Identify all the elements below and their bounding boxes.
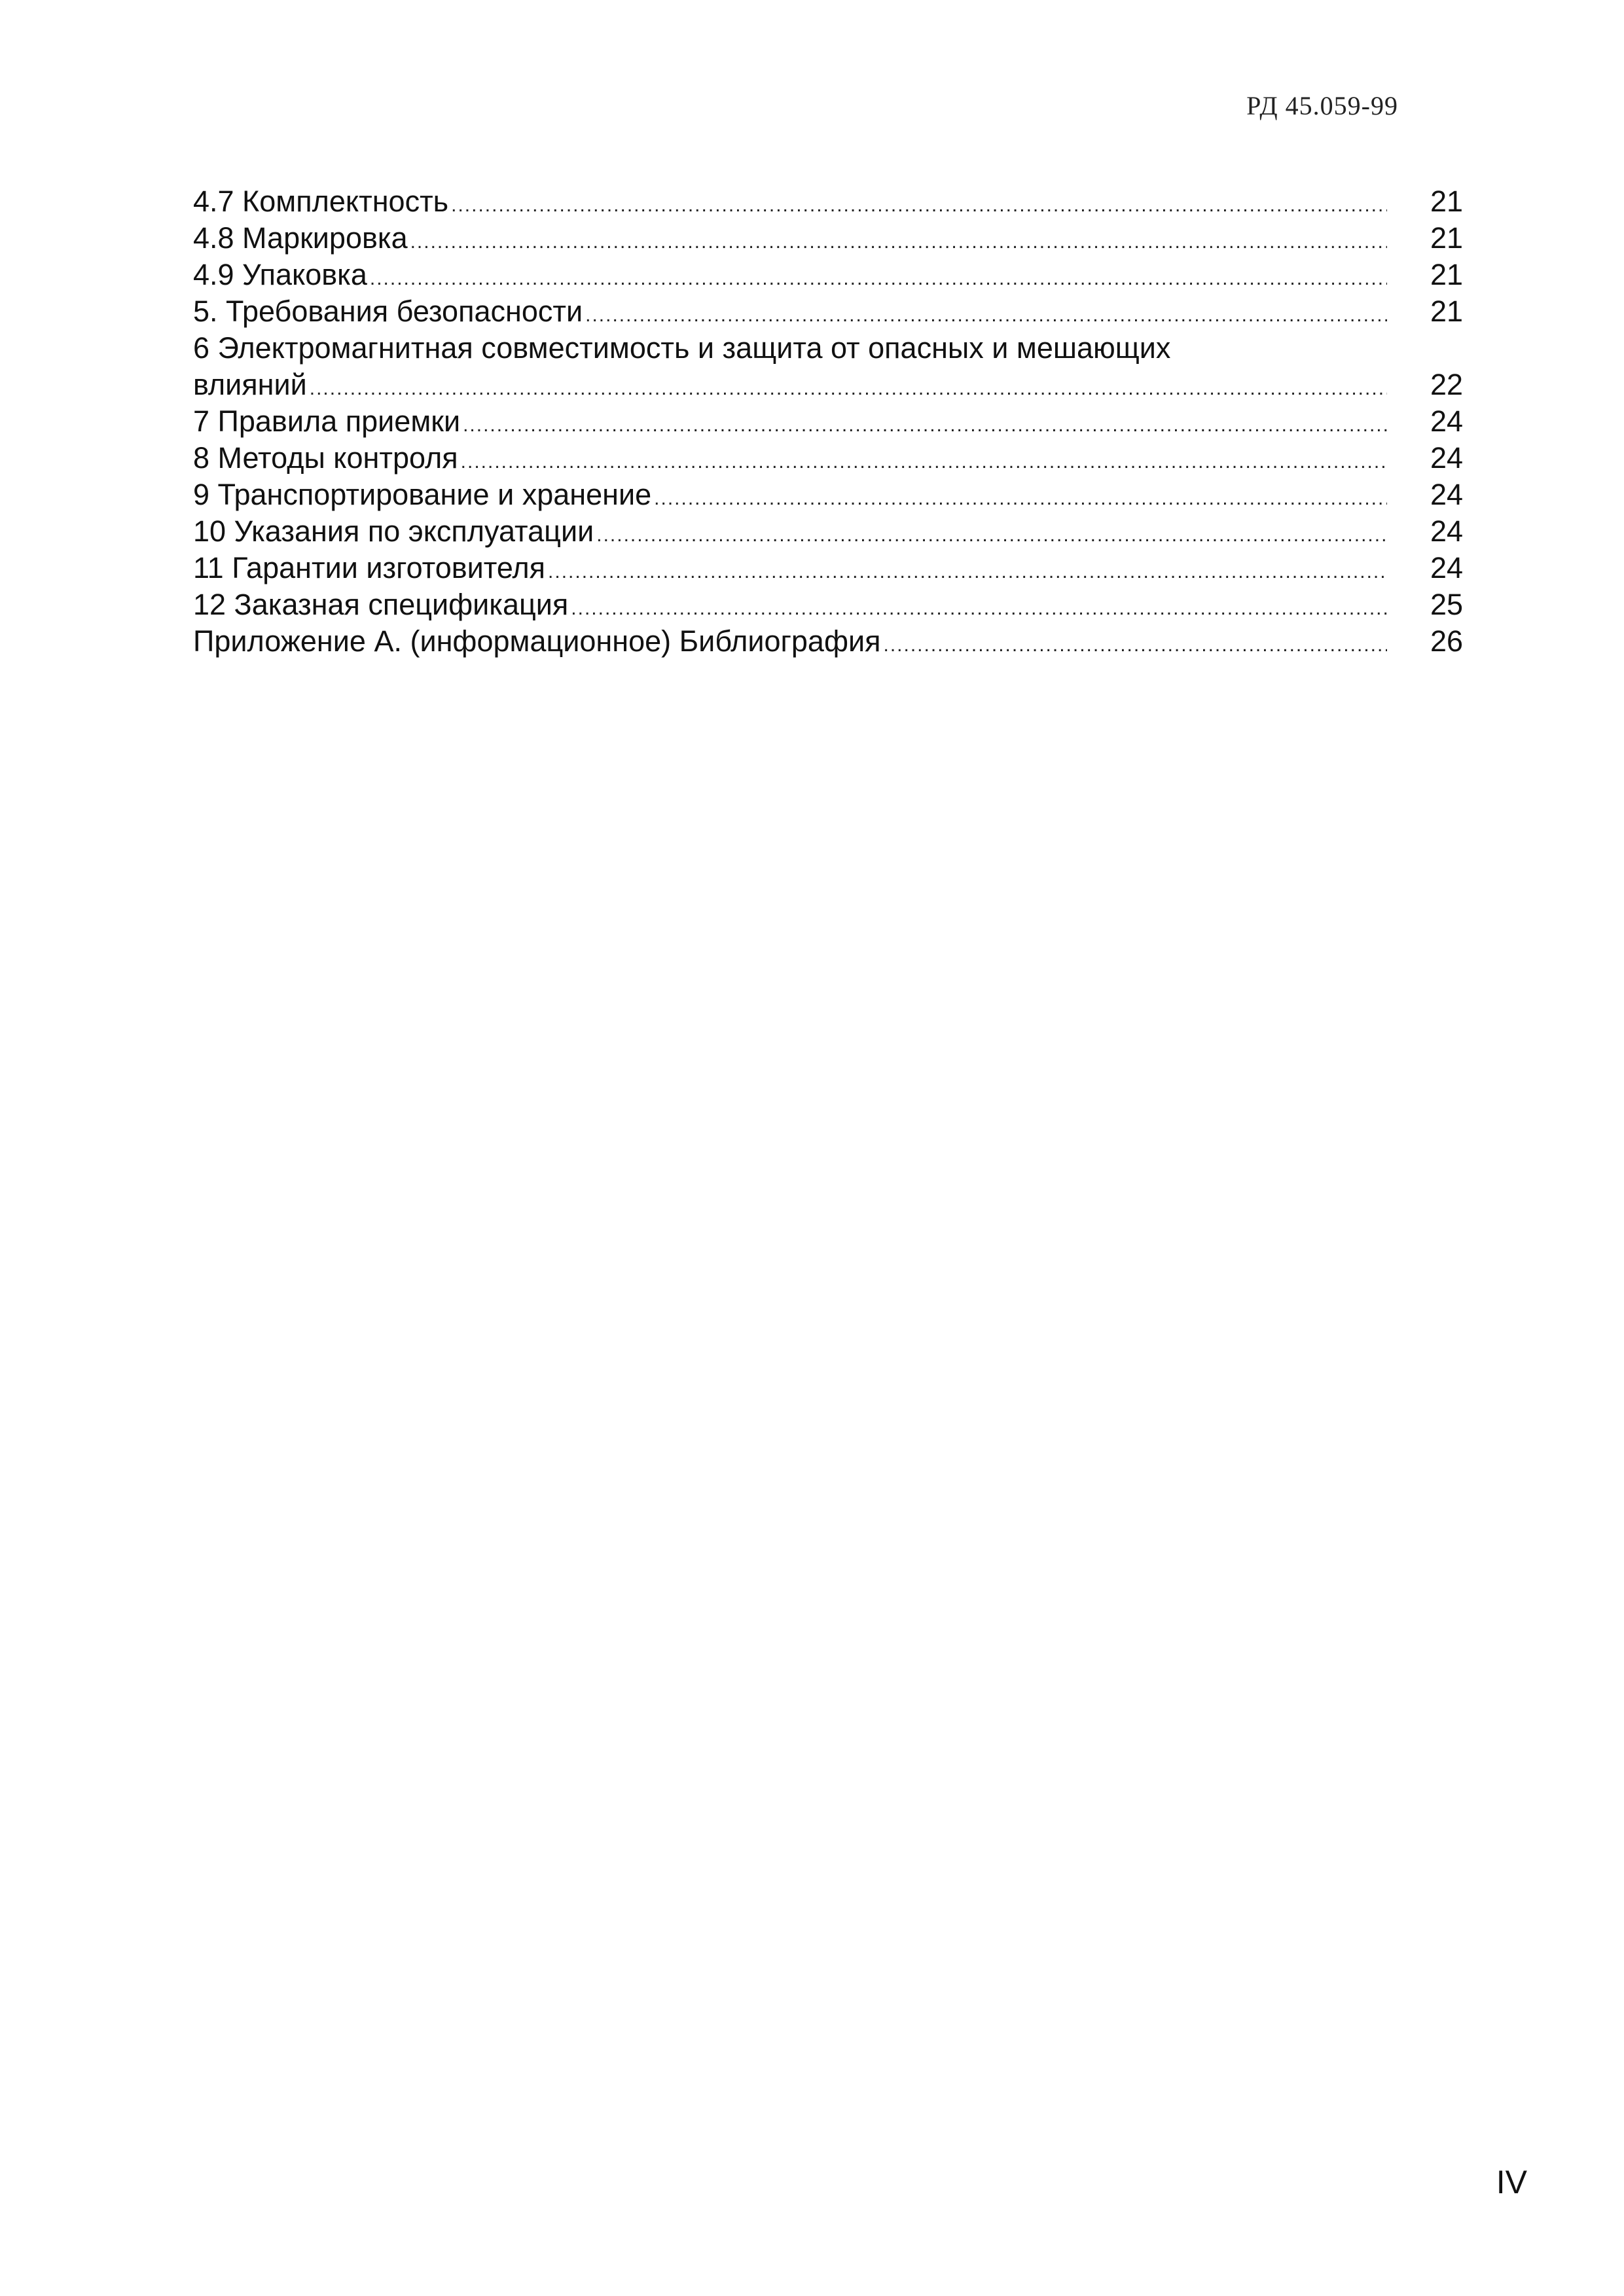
toc-entry-page: 24 [1430, 441, 1463, 475]
toc-entry-label: 4.7 Комплектность [193, 185, 449, 218]
toc-entry-page: 21 [1430, 221, 1463, 255]
toc-entry-page: 24 [1430, 551, 1463, 584]
toc-entry-page: 24 [1430, 404, 1463, 438]
toc-entry[interactable] [193, 586, 1463, 623]
toc-entry-label: 7 Правила приемки [193, 404, 461, 438]
toc-entry[interactable] [193, 257, 1463, 293]
table-of-contents [193, 183, 1463, 660]
toc-entry-label: 4.8 Маркировка [193, 221, 408, 255]
toc-entry-page: 25 [1430, 588, 1463, 621]
toc-leader-dots [463, 407, 1387, 444]
toc-entry-label: влияний [193, 368, 307, 401]
toc-entry-page: 21 [1430, 185, 1463, 218]
toc-entry[interactable] [193, 183, 1463, 220]
toc-leader-dots [596, 517, 1387, 554]
toc-entry-page: 24 [1430, 514, 1463, 548]
toc-leader-dots [654, 480, 1387, 517]
toc-entry-label: 8 Методы контроля [193, 441, 458, 475]
document-code: РД 45.059-99 [1246, 91, 1398, 120]
toc-leader-dots [310, 370, 1387, 407]
toc-entry-label: 4.9 Упаковка [193, 258, 367, 291]
toc-entry[interactable] [193, 440, 1463, 476]
toc-entry-label: 5. Требования безопасности [193, 295, 583, 328]
toc-leader-dots [451, 187, 1387, 224]
toc-entry-label: 10 Указания по эксплуатации [193, 514, 594, 548]
toc-leader-dots [461, 444, 1387, 480]
toc-entry[interactable] [193, 476, 1463, 513]
toc-entry[interactable] [193, 403, 1463, 440]
toc-leader-dots [370, 260, 1387, 297]
toc-entry-page: 21 [1430, 295, 1463, 328]
toc-entry[interactable] [193, 513, 1463, 550]
toc-leader-dots [548, 554, 1387, 590]
toc-entry-label: Приложение А. (информационное) Библиография [193, 624, 881, 658]
toc-entry-page: 24 [1430, 478, 1463, 511]
toc-entry-label-line1: 6 Электромагнитная совместимость и защита от опасных и мешающих [193, 331, 1171, 365]
toc-leader-dots [410, 224, 1387, 260]
page-number: IV [1496, 2164, 1527, 2200]
toc-entry-page: 26 [1430, 624, 1463, 658]
toc-leader-dots [571, 590, 1387, 627]
toc-entry[interactable] [193, 623, 1463, 660]
toc-entry-page: 21 [1430, 258, 1463, 291]
toc-entry-label: 9 Транспортирование и хранение [193, 478, 652, 511]
toc-entry[interactable] [193, 367, 1463, 403]
toc-entry-wrapped-line[interactable] [193, 330, 1463, 367]
toc-leader-dots [585, 297, 1387, 334]
toc-leader-dots [884, 627, 1388, 664]
toc-entry-label: 11 Гарантии изготовителя [193, 551, 546, 584]
toc-entry-page: 22 [1430, 368, 1463, 401]
toc-entry[interactable] [193, 550, 1463, 586]
toc-entry[interactable] [193, 220, 1463, 257]
toc-entry-label: 12 Заказная спецификация [193, 588, 569, 621]
toc-entry[interactable] [193, 293, 1463, 330]
